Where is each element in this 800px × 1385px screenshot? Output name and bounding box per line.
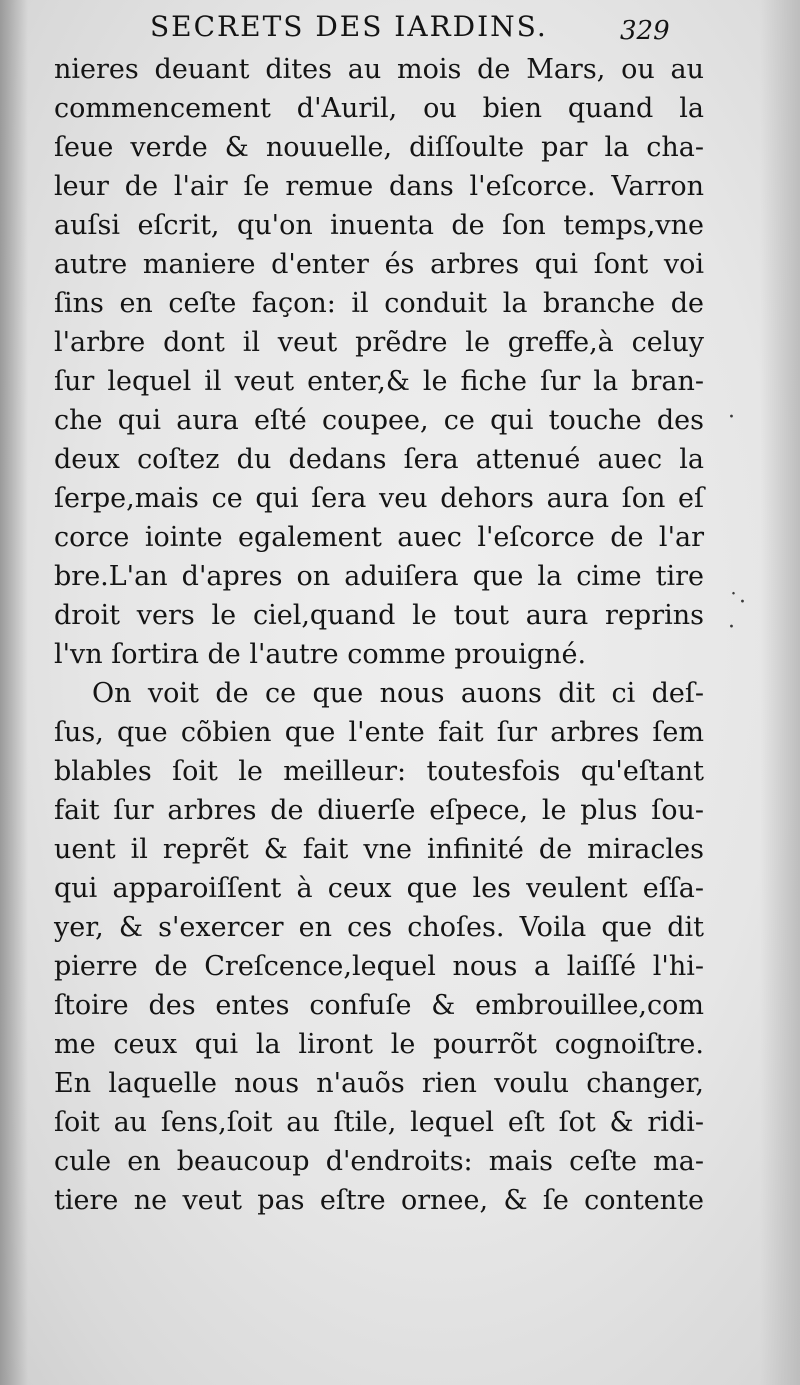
- running-head: SECRETS DES IARDINS.: [150, 10, 548, 43]
- text-line: auſsi eſcrit, qu'on inuenta de ſon temps,vne: [54, 210, 704, 241]
- text-line: yer, & s'exercer en ces choſes. Voila que dit: [54, 912, 704, 943]
- text-line: fait ſur arbres de diuerſe eſpece, le plus ſou-: [54, 795, 704, 826]
- text-line: cule en beaucoup d'endroits: mais ceſte ma-: [54, 1146, 704, 1177]
- text-line: droit vers le ciel,quand le tout aura reprins: [54, 600, 704, 631]
- text-line: ſerpe,mais ce qui ſera veu dehors aura ſon eſ: [54, 483, 704, 514]
- text-line: ſtoire des entes confuſe & embrouillee,com: [54, 990, 704, 1021]
- text-line: ſeue verde & nouuelle, diſſoulte par la cha-: [54, 132, 704, 163]
- text-line: l'arbre dont il veut prẽdre le greffe,à celuy: [54, 327, 704, 358]
- margin-speck: ·: [728, 405, 735, 430]
- text-line: me ceux qui la liront le pourrõt cognoiſtre.: [54, 1029, 704, 1060]
- text-line: che qui aura eſté coupee, ce qui touche des: [54, 405, 704, 436]
- text-line: uent il reprẽt & fait vne infinité de miracles: [54, 834, 704, 865]
- text-line: ſur lequel il veut enter,& le fiche ſur la bran-: [54, 366, 704, 397]
- text-line: ſins en ceſte façon: il conduit la branche de: [54, 288, 704, 319]
- text-line: ſoit au ſens,ſoit au ſtile, lequel eſt ſot & ridi-: [54, 1107, 704, 1138]
- text-line: tiere ne veut pas eſtre ornee, & ſe contente: [54, 1185, 704, 1216]
- text-line: blables ſoit le meilleur: toutesfois qu'eſtant: [54, 756, 704, 787]
- body-text: [54, 50, 704, 1220]
- text-line: En laquelle nous n'auõs rien voulu changer,: [54, 1068, 704, 1099]
- text-line: pierre de Creſcence,lequel nous a laiſſé l'hi-: [54, 951, 704, 982]
- text-line: autre maniere d'enter és arbres qui ſont voi: [54, 249, 704, 280]
- text-line: l'vn ſortira de l'autre comme prouigné.: [54, 639, 587, 670]
- text-line: deux coſtez du dedans ſera attenué auec la: [54, 444, 704, 475]
- text-line: ſus, que cõbien que l'ente fait ſur arbres ſem: [54, 717, 704, 748]
- margin-speck: ·: [728, 615, 735, 640]
- text-line: commencement d'Auril, ou bien quand la: [54, 93, 704, 124]
- page-header: [0, 6, 800, 46]
- text-line: leur de l'air ſe remue dans l'eſcorce. Varron: [54, 171, 704, 202]
- text-line: corce iointe egalement auec l'eſcorce de l'ar: [54, 522, 704, 553]
- margin-speck: ˙·: [728, 590, 746, 615]
- paragraph-start-line: On voit de ce que nous auons dit ci deſ-: [92, 678, 704, 709]
- text-line: qui apparoiſſent à ceux que les veulent eſſa-: [54, 873, 704, 904]
- text-line: nieres deuant dites au mois de Mars, ou au: [54, 54, 704, 85]
- page-number: 329: [620, 16, 670, 46]
- text-line: bre.L'an d'apres on aduiſera que la cime tire: [54, 561, 704, 592]
